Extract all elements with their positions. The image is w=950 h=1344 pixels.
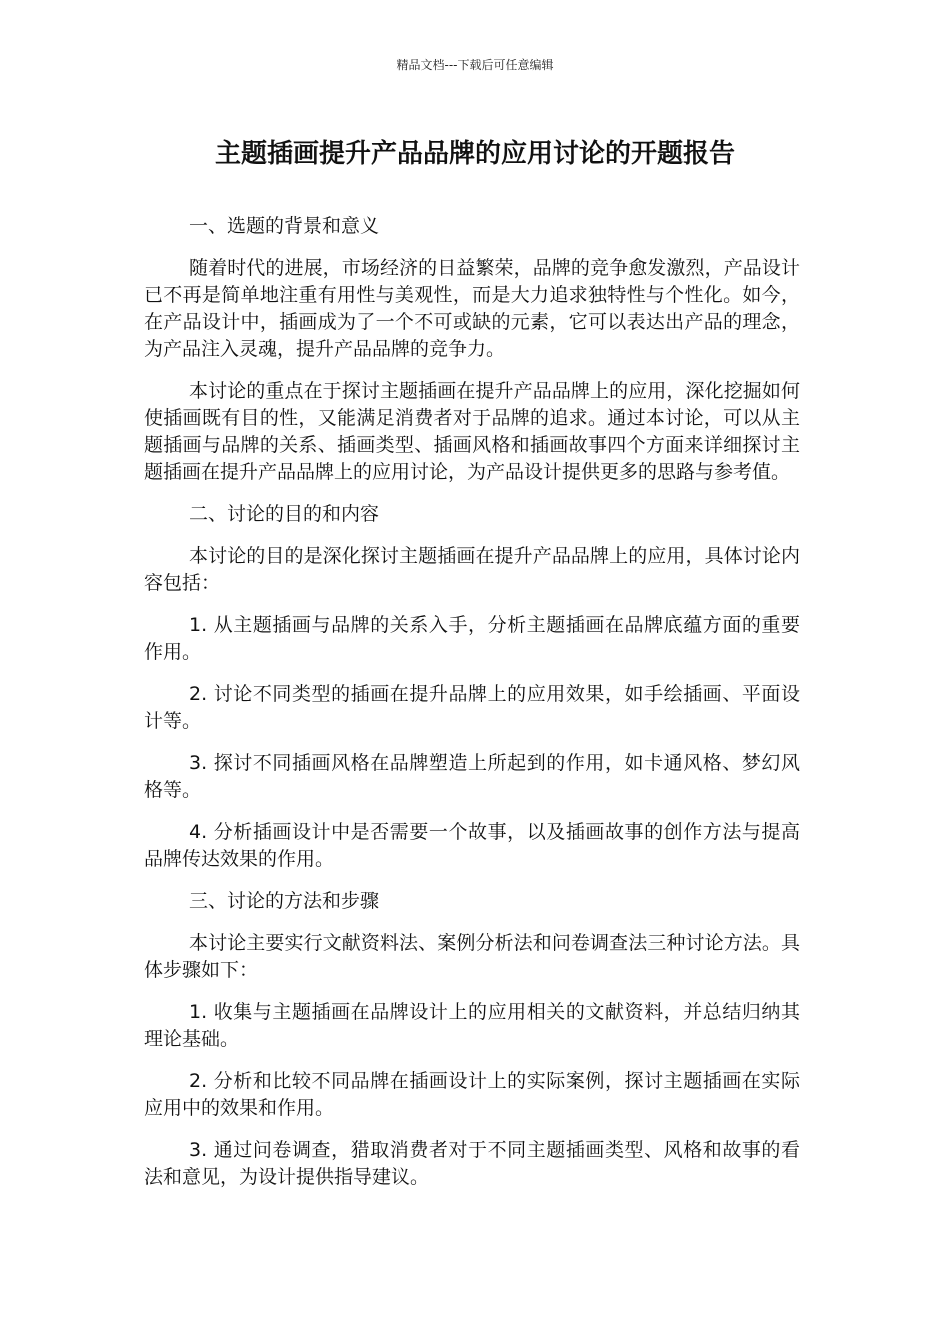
list-item-purpose-1: 1. 从主题插画与品牌的关系入手，分析主题插画在品牌底蕴方面的重要作用。 <box>144 614 800 663</box>
paragraph-purpose-intro: 本讨论的目的是深化探讨主题插画在提升产品品牌上的应用，具体讨论内容包括： <box>144 545 800 594</box>
list-item-purpose-3: 3. 探讨不同插画风格在品牌塑造上所起到的作用，如卡通风格、梦幻风格等。 <box>144 752 800 801</box>
paragraph-background-1: 随着时代的进展，市场经济的日益繁荣，品牌的竞争愈发激烈，产品设计已不再是简单地注重有用性与美观性，而是大力追求独特性与个性化。如今，在产品设计中，插画成为了一个不可或缺的元素，它可以表达出产品的理念，为产品注入灵魂，提升产品品牌的竞争力。 <box>144 257 800 360</box>
document-title: 主题插画提升产品品牌的应用讨论的开题报告 <box>214 139 735 169</box>
list-item-method-1: 1. 收集与主题插画在品牌设计上的应用相关的文献资料，并总结归纳其理论基础。 <box>144 1001 800 1050</box>
section-heading-background: 一、选题的背景和意义 <box>189 215 380 237</box>
paragraph-background-2: 本讨论的重点在于探讨主题插画在提升产品品牌上的应用，深化挖掘如何使插画既有目的性，又能满足消费者对于品牌的追求。通过本讨论，可以从主题插画与品牌的关系、插画类型、插画风格和插画故事四个方面来详细探讨主题插画在提升产品品牌上的应用讨论，为产品设计提供更多的思路与参考值。 <box>144 380 800 483</box>
header-note: 精品文档---下载后可任意编辑 <box>396 58 554 72</box>
section-heading-methods: 三、讨论的方法和步骤 <box>189 890 380 912</box>
list-item-method-3: 3. 通过问卷调查，猎取消费者对于不同主题插画类型、风格和故事的看法和意见，为设计提供指导建议。 <box>144 1139 800 1188</box>
list-item-method-2: 2. 分析和比较不同品牌在插画设计上的实际案例，探讨主题插画在实际应用中的效果和作用。 <box>144 1070 800 1119</box>
paragraph-methods-intro: 本讨论主要实行文献资料法、案例分析法和问卷调查法三种讨论方法。具体步骤如下： <box>144 932 800 981</box>
document-body <box>144 213 800 1206</box>
section-heading-purpose: 二、讨论的目的和内容 <box>189 503 380 525</box>
list-item-purpose-2: 2. 讨论不同类型的插画在提升品牌上的应用效果，如手绘插画、平面设计等。 <box>144 683 800 732</box>
list-item-purpose-4: 4. 分析插画设计中是否需要一个故事，以及插画故事的创作方法与提高品牌传达效果的作用。 <box>144 821 800 870</box>
